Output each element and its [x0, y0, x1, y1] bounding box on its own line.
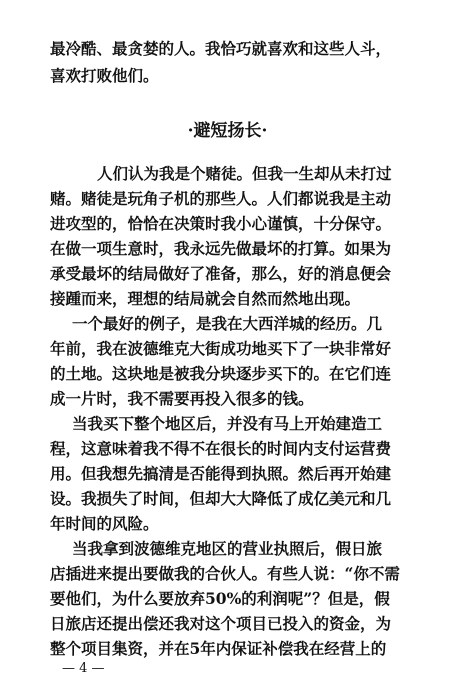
text-line: 的土地。这块地是被我分块逐步买下的。在它们连	[50, 364, 392, 383]
text-line: 日旅店还提出偿还我对这个项目已投入的资金，为	[50, 614, 392, 633]
text-line: 店插进来提出要做我的合伙人。有些人说：“你不需	[50, 564, 400, 583]
text-line: 承受最坏的结局做好了准备，那么，好的消息便会	[50, 264, 392, 283]
text-line: 进攻型的，恰恰在决策时我小心谨慎，十分保守。	[50, 214, 392, 233]
text-line: 当我买下整个地区后，并没有马上开始建造工	[72, 414, 383, 433]
text-line: 用。但我想先搞清是否能得到执照。然后再开始建	[50, 464, 392, 483]
text-line: 在做一项生意时，我永远先做最坏的打算。如果为	[50, 239, 392, 258]
text-line: 成一片时，我不需要再投入很多的钱。	[50, 389, 314, 408]
page-number: — 4 —	[62, 661, 105, 676]
text-line: 最冷酷、最贪婪的人。我恰巧就喜欢和这些人斗，	[50, 39, 392, 58]
text-line: 赌。赌徒是玩角子机的那些人。人们都说我是主动	[50, 189, 392, 208]
section-title: ·避短扬长·	[187, 121, 268, 141]
text-line: 设。我损失了时间，但却大大降低了成亿美元和几	[50, 489, 392, 508]
text-line: 当我拿到波德维克地区的营业执照后，假日旅	[72, 539, 383, 558]
text-line: 年前，我在波德维克大街成功地买下了一块非常好	[50, 339, 392, 358]
text-line: 一个最好的例子，是我在大西洋城的经历。几	[72, 314, 383, 333]
text-line: 要他们，为什么要放弃50%的利润呢”？但是，假	[50, 589, 390, 608]
text-line: 程，这意味着我不得不在很长的时间内支付运营费	[50, 439, 392, 458]
text-line: 年时间的风险。	[50, 514, 159, 533]
text-line: 喜欢打败他们。	[50, 66, 159, 85]
text-line: 人们认为我是个赌徒。但我一生却从未打过	[97, 164, 392, 183]
text-line: 整个项目集资，并在5年内保证补偿我在经营上的	[50, 639, 387, 658]
text-line: 接踵而来，理想的结局就会自然而然地出现。	[50, 289, 361, 308]
